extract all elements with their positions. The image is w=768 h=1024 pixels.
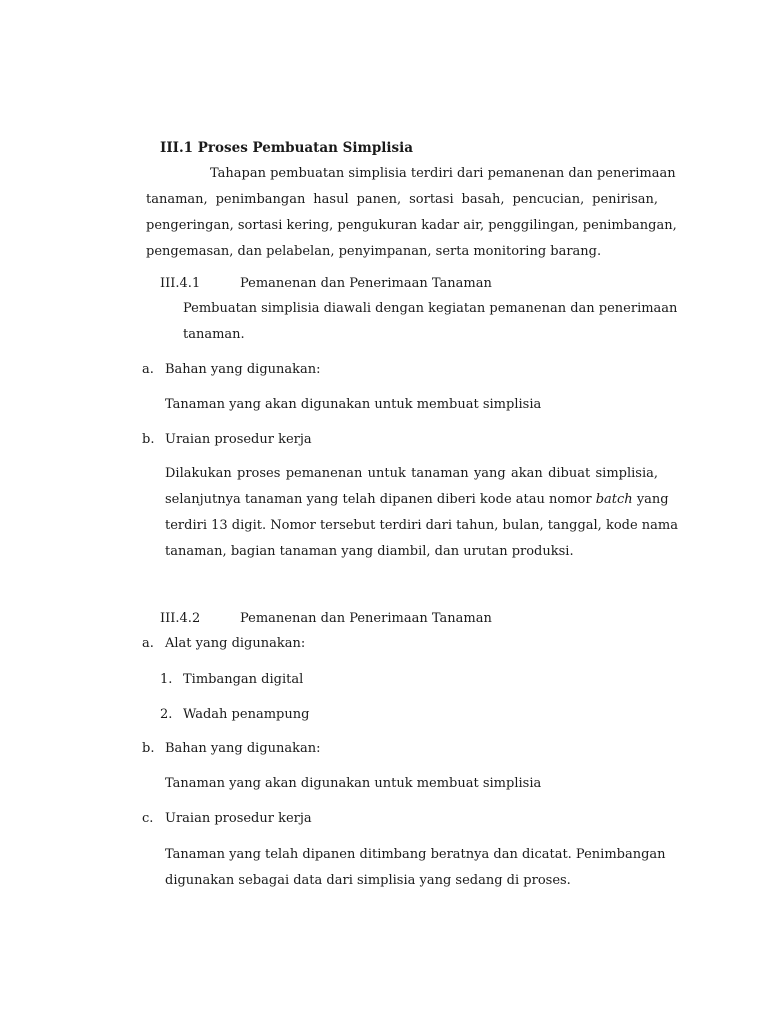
procedure-paragraph xyxy=(165,461,678,565)
list-label-b: Uraian prosedur kerja xyxy=(165,432,312,447)
list-label-a: Bahan yang digunakan: xyxy=(165,362,321,377)
tool-number: 2. xyxy=(160,707,173,722)
subsection-intro xyxy=(183,296,678,348)
procedure-text: selanjutnya tanaman yang telah dipanen diberi kode atau nomor xyxy=(165,492,592,507)
procedure-line: Tanaman yang telah dipanen ditimbang beratnya dan dicatat. Penimbangan xyxy=(165,847,666,862)
list-marker-c: c. xyxy=(142,811,154,826)
subsection-number: III.4.2 xyxy=(160,611,201,626)
intro-line: pengemasan, dan pelabelan, penyimpanan, serta monitoring barang. xyxy=(146,244,602,259)
procedure-line: terdiri 13 digit. Nomor tersebut terdiri dari tahun, bulan, tanggal, kode nama xyxy=(165,518,678,533)
tool-name: Wadah penampung xyxy=(183,707,310,722)
subsection-title: Pemanenan dan Penerimaan Tanaman xyxy=(240,276,492,291)
procedure-paragraph xyxy=(165,842,666,894)
procedure-line: Dilakukan proses pemanenan untuk tanaman yang akan dibuat simplisia, xyxy=(165,466,658,481)
intro-line: tanaman, penimbangan hasul panen, sortasi basah, pencucian, penirisan, xyxy=(146,192,658,207)
procedure-line: tanaman, bagian tanaman yang diambil, dan urutan produksi. xyxy=(165,544,574,559)
list-label-b: Bahan yang digunakan: xyxy=(165,741,321,756)
procedure-italic-term: batch xyxy=(595,492,633,507)
list-marker-b: b. xyxy=(142,741,155,756)
list-text-a: Tanaman yang akan digunakan untuk membuat simplisia xyxy=(165,397,542,412)
list-marker-a: a. xyxy=(142,636,154,651)
subsection-intro-line: Pembuatan simplisia diawali dengan kegiatan pemanenan dan penerimaan xyxy=(183,301,678,316)
procedure-line xyxy=(165,487,669,513)
section-heading: III.1 Proses Pembuatan Simplisia xyxy=(160,140,413,156)
list-label-c: Uraian prosedur kerja xyxy=(165,811,312,826)
tool-number: 1. xyxy=(160,672,173,687)
list-text-b: Tanaman yang akan digunakan untuk membuat simplisia xyxy=(165,776,542,791)
intro-line: Tahapan pembuatan simplisia terdiri dari pemanenan dan penerimaan xyxy=(210,166,676,181)
tool-name: Timbangan digital xyxy=(183,672,304,687)
procedure-text: yang xyxy=(636,492,669,507)
subsection-number: III.4.1 xyxy=(160,276,201,291)
subsection-title: Pemanenan dan Penerimaan Tanaman xyxy=(240,611,492,626)
list-marker-b: b. xyxy=(142,432,155,447)
subsection-intro-line: tanaman. xyxy=(183,327,245,342)
procedure-line: digunakan sebagai data dari simplisia yang sedang di proses. xyxy=(165,873,571,888)
list-label-a: Alat yang digunakan: xyxy=(165,636,306,651)
list-marker-a: a. xyxy=(142,362,154,377)
intro-paragraph xyxy=(146,161,677,265)
intro-line: pengeringan, sortasi kering, pengukuran kadar air, penggilingan, penimbangan, xyxy=(146,218,677,233)
